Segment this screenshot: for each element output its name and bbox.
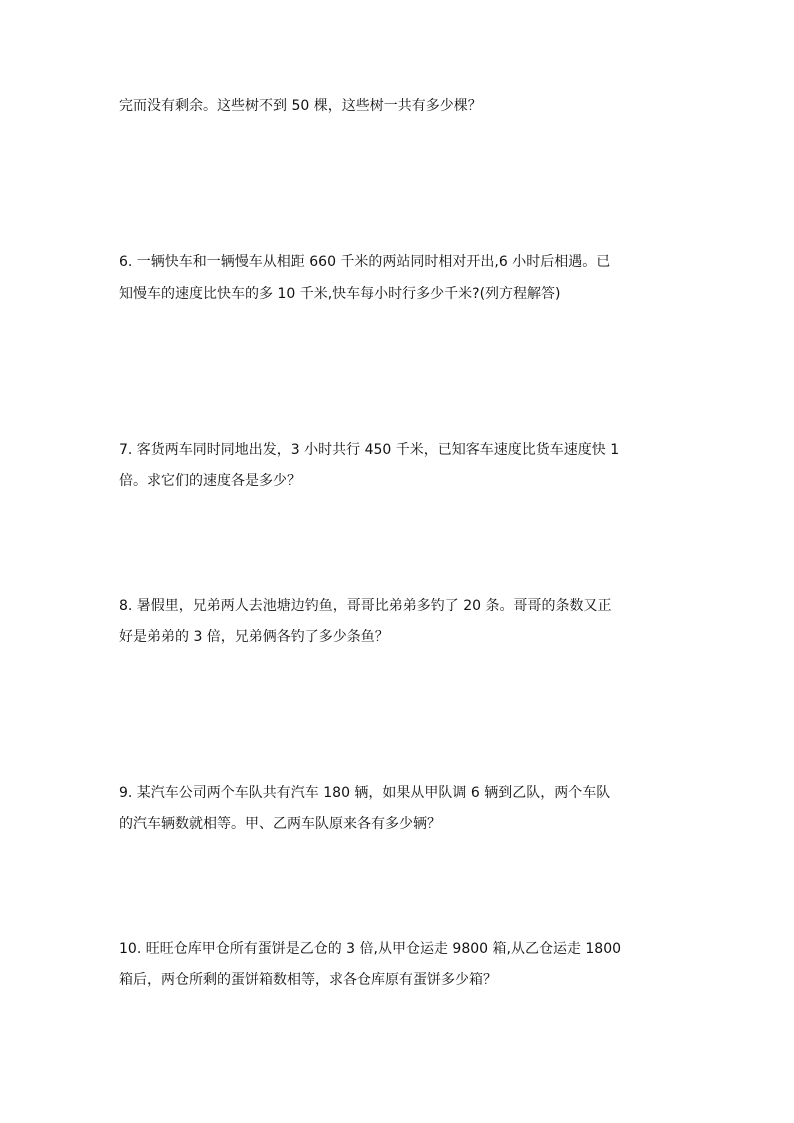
problem-7-line-2: 倍。求它们的速度各是多少？	[119, 473, 301, 489]
problem-6-line-1: 6. 一辆快车和一辆慢车从相距 660 千米的两站同时相对开出,6 小时后相遇。已	[119, 254, 611, 270]
problem-6-line-2: 知慢车的速度比快车的多 10 千米,快车每小时行多少千米?(列方程解答)	[119, 286, 561, 302]
problem-8-line-1: 8. 暑假里，兄弟两人去池塘边钓鱼，哥哥比弟弟多钓了 20 条。哥哥的条数又正	[119, 598, 612, 614]
problem-9-line-1: 9. 某汽车公司两个车队共有汽车 180 辆，如果从甲队调 6 辆到乙队，两个车队	[119, 785, 611, 801]
problem-9-line-2: 的汽车辆数就相等。甲、乙两车队原来各有多少辆？	[119, 816, 441, 832]
problem-10-line-2: 箱后，两仓所剩的蛋饼箱数相等，求各仓库原有蛋饼多少箱？	[119, 972, 497, 988]
problem-10-line-1: 10. 旺旺仓库甲仓所有蛋饼是乙仓的 3 倍,从甲仓运走 9800 箱,从乙仓运走 1800	[119, 941, 622, 957]
problem-8-line-2: 好是弟弟的 3 倍，兄弟俩各钓了多少条鱼？	[119, 629, 389, 645]
problem-5-line-2: 完而没有剩余。这些树不到 50 棵，这些树一共有多少棵？	[119, 98, 482, 114]
problem-7-line-1: 7. 客货两车同时同地出发，3 小时共行 450 千米，已知客车速度比货车速度快 1	[119, 442, 620, 458]
